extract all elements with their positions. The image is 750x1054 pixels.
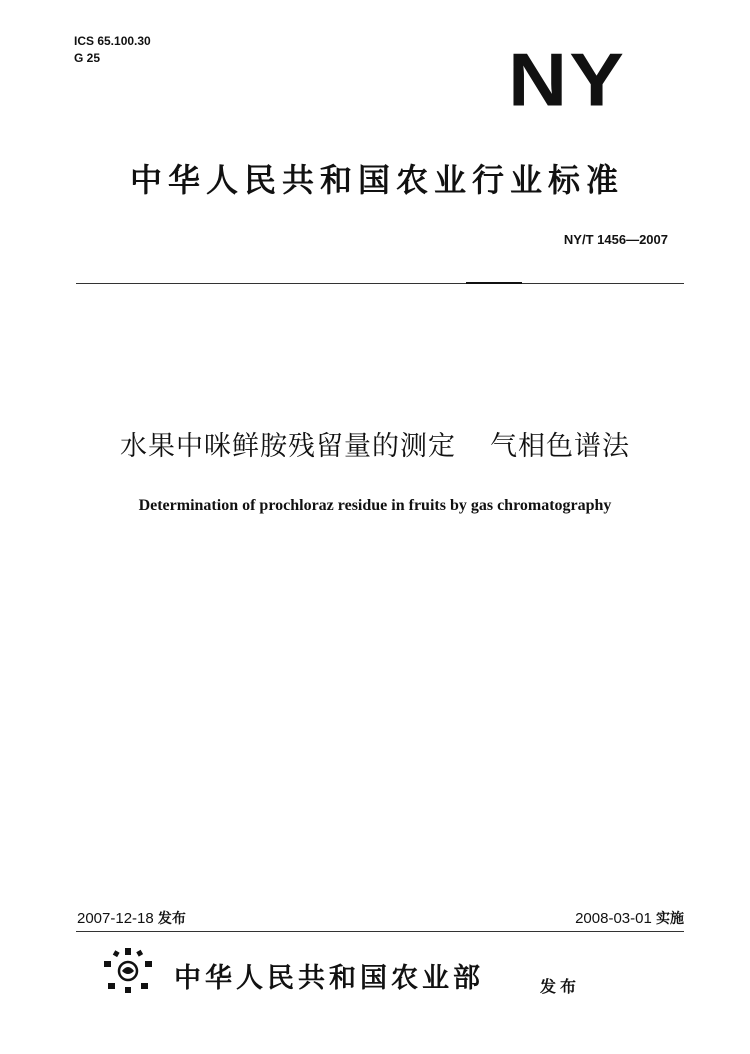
effective-label: 实施 xyxy=(656,911,684,927)
publisher-name: 中华人民共和国农业部 xyxy=(174,963,484,994)
footer-divider xyxy=(76,931,684,932)
issue-label: 发布 xyxy=(157,911,186,927)
document-title xyxy=(40,430,710,464)
publisher-action: 发布 xyxy=(540,977,581,996)
standard-type-title: 中华人民共和国农业行业标准 xyxy=(129,161,624,199)
ny-logo: NY xyxy=(508,38,626,123)
classification-codes xyxy=(74,33,151,67)
ics-code: ICS 65.100.30 xyxy=(74,34,151,48)
header-divider-accent xyxy=(466,282,522,284)
ministry-emblem-icon xyxy=(100,945,156,995)
issue-date: 2007-12-18 xyxy=(77,910,154,927)
document-title-main: 水果中咪鲜胺残留量的测定 xyxy=(120,431,456,462)
ccs-code: G 25 xyxy=(74,51,101,65)
standard-code: NY/T 1456—2007 xyxy=(563,232,668,247)
document-title-method: 气相色谱法 xyxy=(490,431,630,462)
header-divider xyxy=(76,283,684,284)
issue-date-line xyxy=(77,908,186,928)
effective-date-line xyxy=(575,908,684,928)
effective-date: 2008-03-01 xyxy=(575,910,652,927)
document-title-english: Determination of prochloraz residue in fruits by gas chromatography xyxy=(138,497,612,514)
